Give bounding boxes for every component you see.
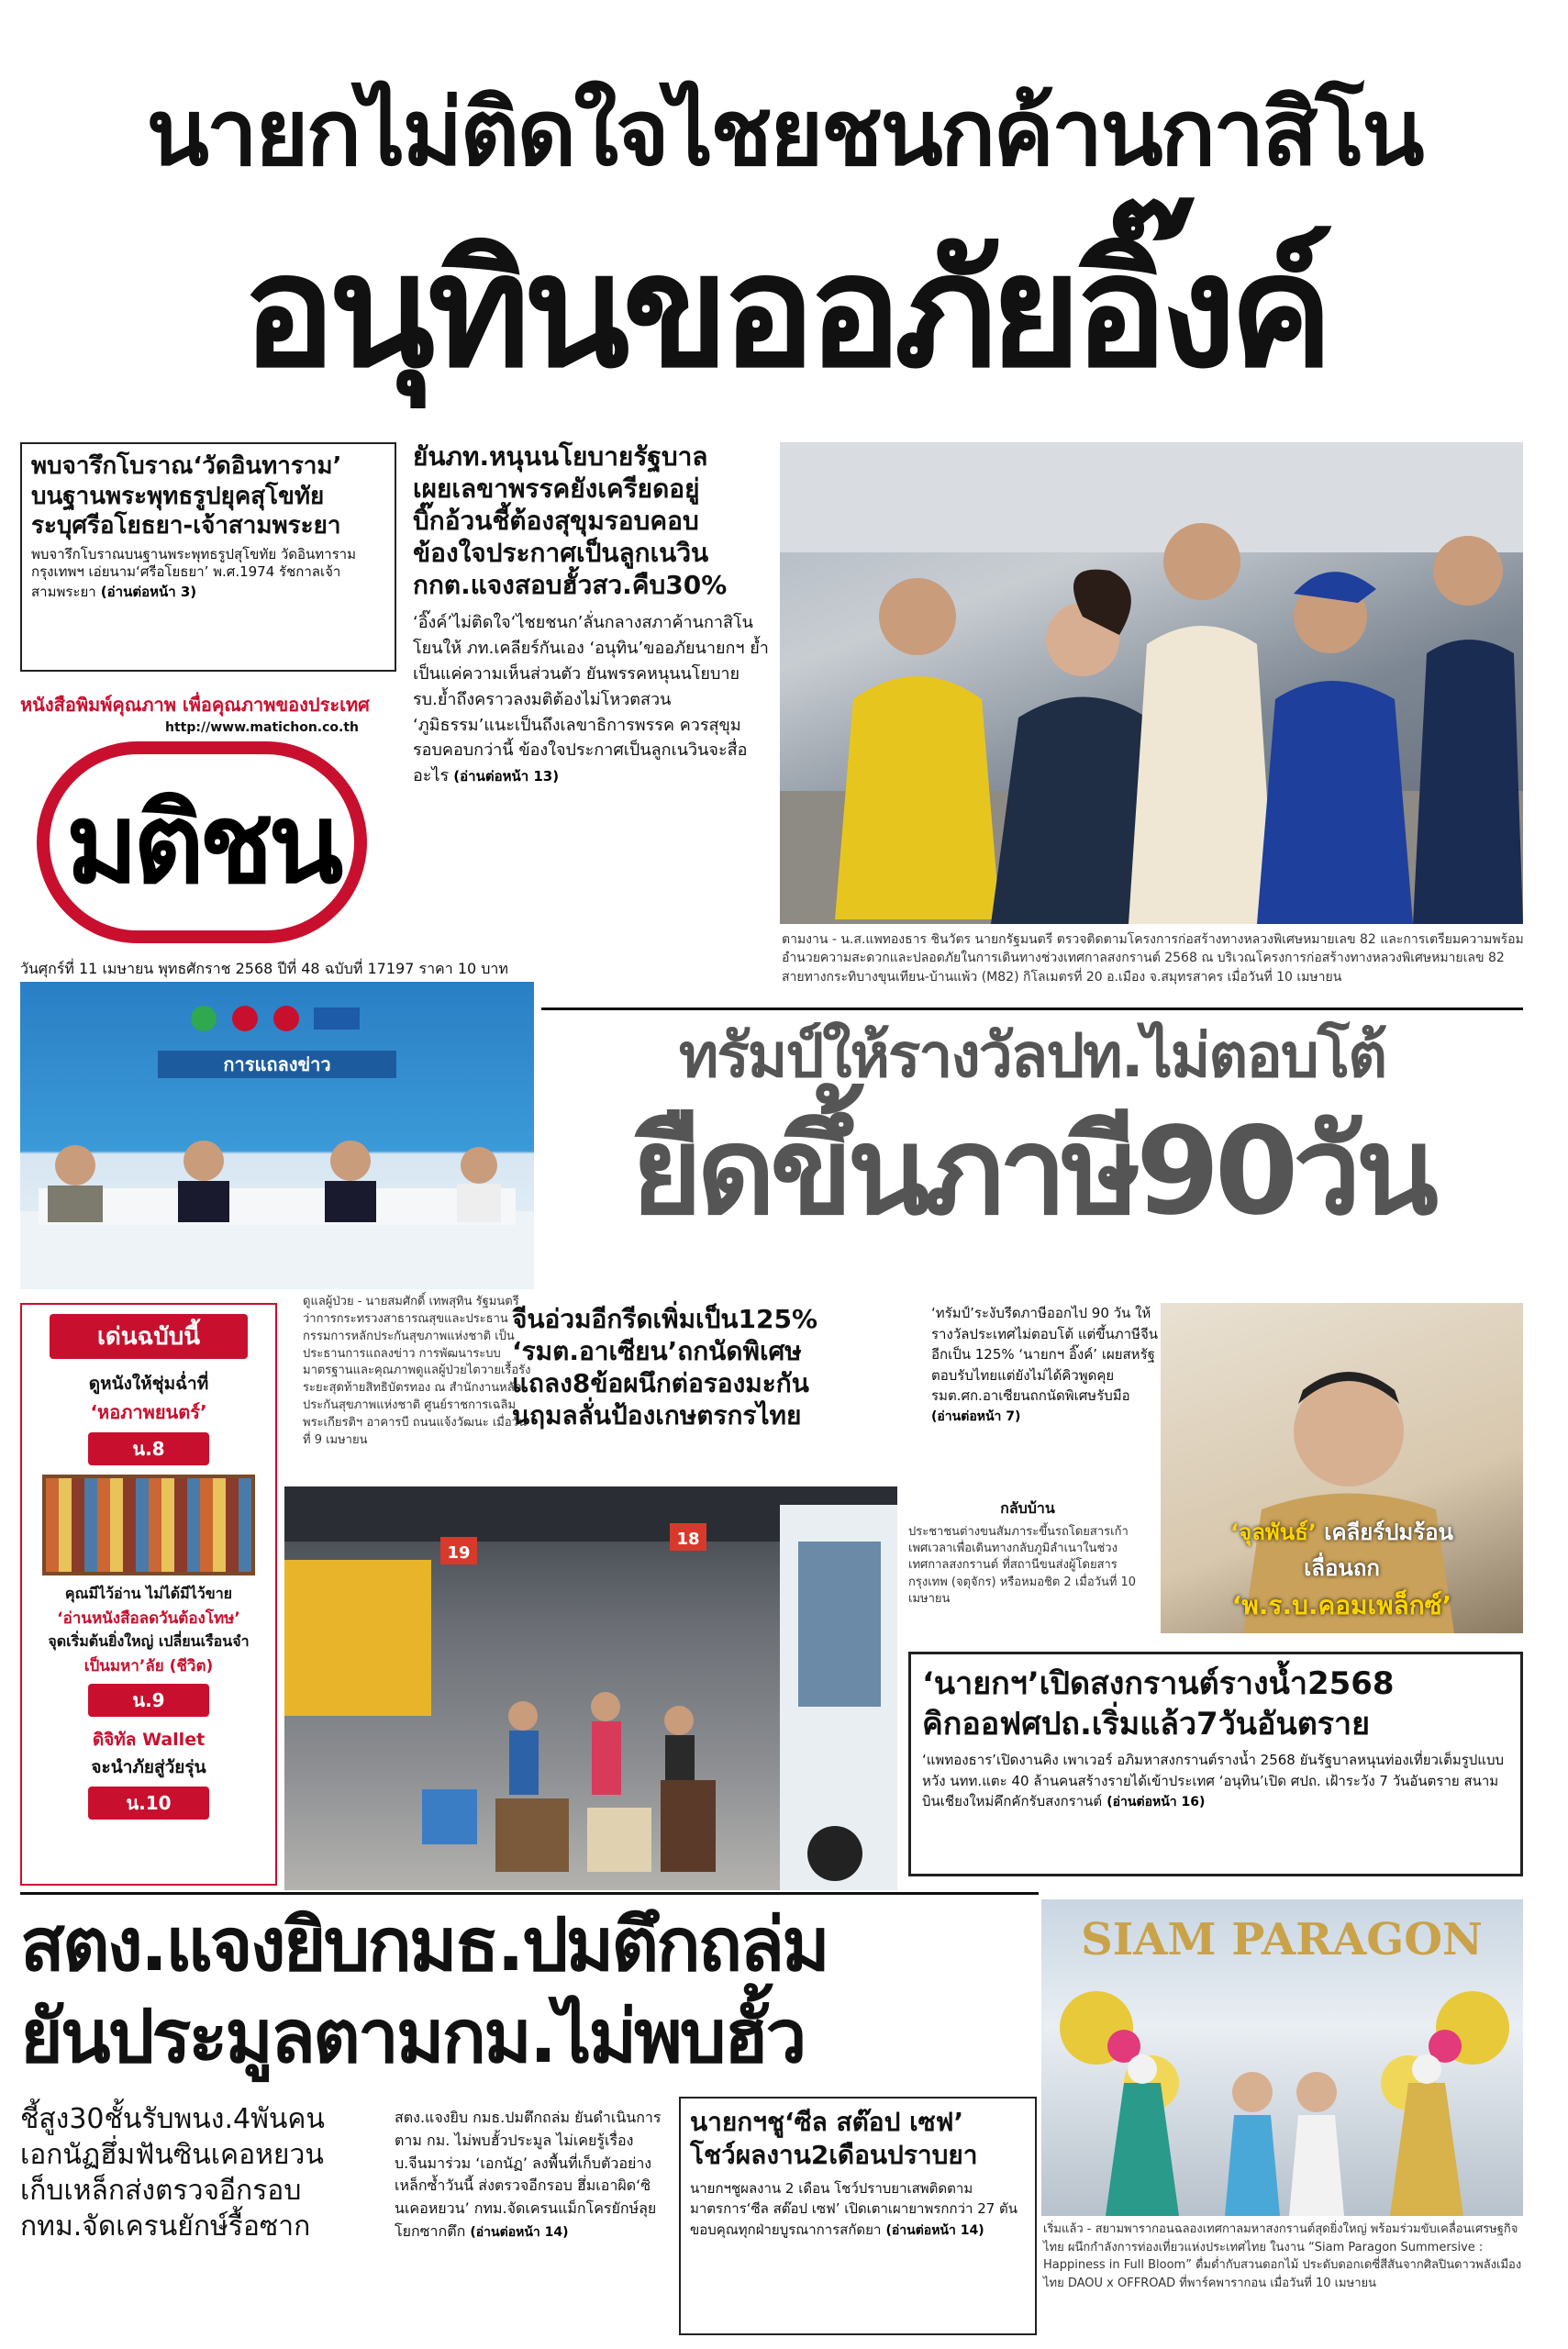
party-headline-3: บิ๊กอ้วนชี้ต้องสุขุมรอบคอบ (413, 506, 699, 536)
party-headline-4: ข้องใจประกาศเป็นลูกเนวิน (413, 538, 709, 568)
highlight-3-red: ดิจิทัล Wallet (92, 1730, 206, 1750)
building-headline-2: ยันประมูลตามกม.ไม่พบฮั้ว (20, 1994, 805, 2079)
bus-station-photo (284, 1486, 897, 1890)
trump-headline-2: ยืดขึ้นภาษี90วัน (631, 1101, 1433, 1242)
building-body-block (395, 2107, 670, 2243)
trump-divider (541, 1008, 1523, 1010)
logo-text: มติชน (65, 780, 339, 908)
highlight-item-3[interactable] (33, 1726, 264, 1820)
platform-19: 19 (447, 1543, 471, 1563)
julaphan-line1 (1161, 1514, 1523, 1550)
siam-paragon-photo (1041, 1899, 1523, 2216)
temple-headline-3: ระบุศรีอโยธยา-เจ้าสามพระยา (31, 512, 341, 540)
julaphan-line2: เลื่อนถก (1304, 1555, 1380, 1581)
trump-subhead-4: นฤมลลั่นป้องเกษตรกรไทย (512, 1400, 802, 1431)
masthead-logo (37, 741, 367, 943)
drug-headline-1: นายกฯชู‘ซีล สต๊อป เซฟ’ (690, 2107, 964, 2137)
highlights-box (20, 1303, 277, 1886)
temple-headline-2: บนฐานพระพุทธรูปยุคสุโขทัย (31, 482, 325, 510)
party-body: ‘อิ๊งค์’ไม่ติดใจ‘ไชยชนก’ลั่นกลางสภาค้านกาสิโน โยนให้ ภท.เคลียร์กันเอง ‘อนุทิน’ขออภัยนายกฯ ย้ำเป็นแค่ความเห็นส่วนตัว ยันพรรคหนุนนโยบาย รบ.ย้ำถึงคราวลงมติต้องไม่โหวตสวน ‘ภูมิธรรม’แนะเป็นถึงเลขาธิการพรรค ควรสุขุมรอบคอบกว่านี้ ข้องใจประกาศเป็นลูกเนวินจะสื่ออะไร (413, 613, 769, 786)
masthead-url[interactable]: http://www.matichon.co.th (165, 720, 360, 735)
trump-more[interactable]: (อ่านต่อหน้า 7) (931, 1408, 1021, 1424)
temple-story (20, 442, 396, 672)
highlight-2-text: คุณมีไว้อ่าน ไม่ได้มีไว้ขาย (64, 1585, 233, 1602)
songkran-headline-2: คิกออฟศปถ.เริ่มแล้ว7วันอันตราย (922, 1706, 1371, 1743)
drug-body: นายกฯชูผลงาน 2 เดือน โชว์ปราบยาเสพติดตามมาตรการ‘ซีล สต๊อป เซฟ’ เปิดเตาเผายาพรกกว่า 27 ตัน ขอบคุณทุกฝ่ายบูรณาการสกัดยา (690, 2179, 1018, 2238)
temple-body: พบจารึกโบราณบนฐานพระพุทธรูปสุโขทัย วัดอินทาราม กรุงเทพฯ เอ่ยนาม‘ศรีอโยธยา’ พ.ศ.1974 รัชกาลเจ้าสามพระยา (31, 545, 356, 600)
party-headline-2: เผยเลขาพรรคยังเครียดอยู่ (413, 473, 700, 504)
highlight-1-red: ‘หอภาพยนตร์’ (90, 1401, 207, 1423)
party-headline-1: ยันภท.หนุนนโยบายรัฐบาล (413, 441, 708, 472)
drug-more[interactable]: (อ่านต่อหน้า 14) (885, 2222, 984, 2238)
highlight-1-text: ดูหนังให้ชุ่มฉ่ำที่ (88, 1374, 209, 1394)
trump-subhead-1: จีนอ่วมอีกรีดเพิ่มเป็น125% (512, 1304, 818, 1334)
highlight-1-page: น.8 (88, 1432, 209, 1465)
press-banner: การแถลงข่าว (223, 1053, 331, 1075)
trump-body-block (931, 1303, 1161, 1427)
homecoming-caption: ประชาชนต่างขนสัมภาระขึ้นรถโดยสารเก้าเพศเวลาเพื่อเดินทางกลับภูมิลำเนาในช่วงเทศกาลสงกรานต์ ที่สถานีขนส่งผู้โดยสารกรุงเทพ (จตุจักร) หรือหมอชิต 2 เมื่อวันที่ 10 เมษายน (908, 1525, 1137, 1606)
highlight-2-red: ‘อ่านหนังสือลดวันต้องโทษ’ (57, 1609, 240, 1628)
temple-headline-1: พบจารึกโบราณ‘วัดอินทาราม’ (31, 452, 342, 480)
highlight-item-1[interactable] (33, 1370, 264, 1465)
songkran-body: ‘แพทองธาร’เปิดงานคิง เพาเวอร์ อภิมหาสงกรานต์รางน้ำ 2568 ยันรัฐบาลหนุนท่องเที่ยวเต็มรูปแบบ หวัง นทท.แตะ 40 ล้านคนสร้างรายได้เข้าประเทศ ‘อนุทิน’เปิด ศปถ. เฝ้าระวัง 7 วันอันตราย สนามบินเชียงใหม่คึกคักรับสงกรานต์ (922, 1752, 1505, 1810)
building-subhead (20, 2101, 387, 2244)
drug-story (679, 2097, 1037, 2335)
building-headline-1: สตง.แจงยิบกมธ.ปมตึกถล่ม (20, 1902, 828, 1987)
building-subhead-1: ชี้สูง30ชั้นรับพนง.4พันคน (20, 2103, 325, 2135)
pm-inspection-caption: ตามงาน - น.ส.แพทองธาร ชินวัตร นายกรัฐมนตรี ตรวจติดตามโครงการก่อสร้างทางหลวงพิเศษหมายเลข 82 และการเตรียมความพร้อมอำนวยความสะดวกและปลอดภัยในการเดินทางช่วงเทศกาลสงกรานต์ 2568 ณ บริเวณโครงการก่อสร้างทางหลวงพิเศษหมายเลข 82 สายทางกระทิบางขุนเทียน-บ้านแพ้ว (M82) กิโลเมตรที่ 20 อ.เมือง จ.สมุทรสาคร เมื่อวันที่ 10 เมษายน (782, 932, 1524, 985)
building-more[interactable]: (อ่านต่อหน้า 14) (470, 2224, 569, 2240)
bus-station-illustration (284, 1486, 897, 1890)
siam-paragon-sign: SIAM PARAGON (1081, 1914, 1483, 1965)
songkran-story (908, 1652, 1523, 1876)
building-subhead-4: กทม.จัดเครนยักษ์รื้อซาก (20, 2210, 311, 2243)
trump-headline-1: ทรัมป์ให้รางวัลปท.ไม่ตอบโต้ (678, 1020, 1386, 1091)
main-headline-line1: นายกไม่ติดใจไชยชนกค้านกาสิโน (146, 79, 1422, 186)
highlight-2-red2: เป็นมหา’ลัย (ชีวิต) (83, 1657, 214, 1675)
siam-paragon-caption: เริ่มแล้ว - สยามพารากอนฉลองเทศกาลมหาสงกรานต์สุดยิ่งใหญ่ พร้อมร่วมขับเคลื่อนเศรษฐกิจไทย ผนึกกำลังการท่องเที่ยวแห่งประเทศไทย ในงาน “Siam Paragon Summersive : Happiness in Full Bloom” ดื่มด่ำกับสวนดอกไม้ ประดับดอกเดซี่สีสันจากศิลปินดาวพลังเมืองไทย DAOU x OFFROAD ที่พาร์คพารากอน เมื่อวันที่ 10 เมษายน (1043, 2222, 1522, 2290)
julaphan-name: ‘จุลพันธ์’ (1230, 1520, 1317, 1545)
pm-inspection-photo (780, 442, 1523, 924)
building-body: สตง.แจงยิบ กมธ.ปมตึกถล่ม ยันดำเนินการตาม กม. ไม่พบฮั้วประมูล ไม่เคยรู้เรื่อง บ.จีนมาร่วม ‘เอกนัฏ’ ลงพื้นที่เก็บตัวอย่างเหล็กซ้ำวันนี้ ส่งตรวจอีกรอบ ฮึ่มเอาผิด‘ซินเคอหยวน’ กทม.จัดเครนแม็กโครยักษ์ลุยโยกซากตึก (395, 2109, 662, 2240)
building-subhead-3: เก็บเหล็กส่งตรวจอีกรอบ (20, 2175, 302, 2207)
siam-paragon-illustration (1041, 1899, 1523, 2216)
party-more[interactable]: (อ่านต่อหน้า 13) (453, 768, 560, 785)
party-story (413, 440, 769, 789)
building-subhead-2: เอกนัฏฮึ่มฟันซินเคอหยวน (20, 2139, 324, 2171)
highlight-2-page: น.9 (88, 1684, 209, 1717)
songkran-more[interactable]: (อ่านต่อหน้า 16) (1106, 1795, 1206, 1810)
trump-subhead-3: แถลง8ข้อผนึกต่อรองมะกัน (512, 1368, 809, 1398)
main-headline-line2: อนุทินขออภัยอิ๊งค์ (241, 221, 1327, 403)
pm-inspection-illustration (780, 442, 1523, 924)
press-conference-caption: ดูแลผู้ป่วย - นายสมศักดิ์ เทพสุทิน รัฐมนตรีว่าการกระทรวงสาธารณสุขและประธานกรรมการหลักประกันสุขภาพแห่งชาติ เป็นประธานการแถลงข่าว การพัฒนาระบบมาตรฐานและคุณภาพดูแลผู้ป่วยไตวายเรื้อรังระยะสุดท้ายสิทธิบัตรทอง ณ สำนักงานหลักประกันสุขภาพแห่งชาติ ศูนย์ราชการเฉลิมพระเกียรติฯ อาคารบี ถนนแจ้งวัฒนะ เมื่อวันที่ 9 เมษายน (303, 1295, 531, 1447)
trump-subhead (512, 1303, 897, 1431)
party-headline-5: กกต.แจงสอบฮั้วสว.คืบ30% (413, 570, 728, 600)
highlight-2-text2: จุดเริ่มต้นยิ่งใหญ่ เปลี่ยนเรือนจำ (48, 1632, 250, 1650)
homecoming-caption-block (908, 1497, 1147, 1608)
homecoming-title: กลับบ้าน (1000, 1499, 1055, 1517)
trump-subhead-2: ‘รมต.อาเซียน’ถกนัดพิเศษ (512, 1336, 802, 1366)
press-conference-illustration (20, 982, 534, 1289)
julaphan-line1-rest: เคลียร์ปมร้อน (1316, 1520, 1453, 1545)
prison-library-photo (42, 1475, 255, 1575)
press-conference-photo (20, 982, 534, 1289)
julaphan-text (1161, 1514, 1523, 1626)
trump-body: ‘ทรัมป์’ระงับรีดภาษีออกไป 90 วัน ให้รางวัลประเทศไม่ตอบโต้ แต่ขึ้นภาษีจีนอีกเป็น 125% ‘นายกฯ อิ๊งค์’ เผยสหรัฐตอบรับไทยแต่ยังไม่ได้คิวพูดคุย รมต.ศก.อาเซียนถกนัดพิเศษรับมือ (931, 1305, 1159, 1404)
masthead-slogan: หนังสือพิมพ์คุณภาพ เพื่อคุณภาพของประเทศ (20, 694, 370, 716)
highlight-3-text: จะนำภัยสู่วัยรุ่น (91, 1757, 206, 1777)
platform-18: 18 (676, 1530, 700, 1549)
highlight-item-2[interactable] (33, 1583, 264, 1717)
temple-more[interactable]: (อ่านต่อหน้า 3) (100, 584, 197, 600)
songkran-headline-1: ‘นายกฯ’เปิดสงกรานต์รางน้ำ2568 (922, 1665, 1395, 1702)
highlights-title: เด่นฉบับนี้ (50, 1314, 248, 1359)
julaphan-line3: ‘พ.ร.บ.คอมเพล็กซ์’ (1231, 1590, 1452, 1620)
highlight-3-page: น.10 (88, 1787, 209, 1820)
building-divider (20, 1892, 1039, 1895)
drug-headline-2: โชว์ผลงาน2เดือนปราบยา (690, 2140, 978, 2171)
dateline: วันศุกร์ที่ 11 เมษายน พุทธศักราช 2568 ปีที่ 48 ฉบับที่ 17197 ราคา 10 บาท (20, 960, 508, 977)
